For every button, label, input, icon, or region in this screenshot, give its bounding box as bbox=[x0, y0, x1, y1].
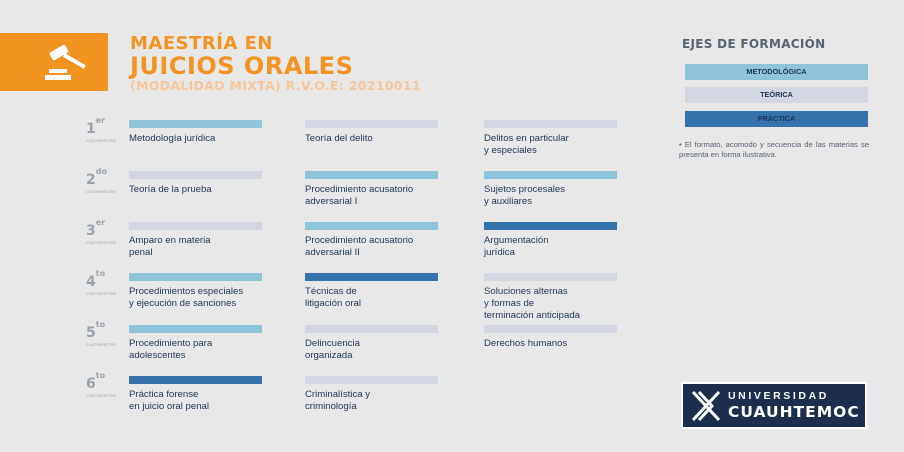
course-name: Teoría del delito bbox=[305, 133, 373, 144]
course-derechos-humanos bbox=[484, 325, 617, 350]
course-metodologia-juridica bbox=[129, 120, 262, 145]
course-bar bbox=[484, 171, 617, 179]
course-practica-forense bbox=[129, 376, 262, 413]
course-bar bbox=[305, 120, 438, 128]
course-bar bbox=[305, 222, 438, 230]
course-name: Delitos en particular y especiales bbox=[484, 133, 569, 156]
course-sujetos-procesales bbox=[484, 171, 617, 208]
semester-label-6: $6^{to}$ CUATRIMESTRE bbox=[86, 371, 117, 398]
course-name: Procedimiento acusatorio adversarial I bbox=[305, 184, 414, 207]
course-bar bbox=[484, 222, 617, 230]
course-name: Argumentación jurídica bbox=[484, 235, 549, 258]
course-name: Criminalística y criminología bbox=[305, 389, 371, 412]
course-name: Delincuencia organizada bbox=[305, 338, 360, 361]
course-name: Práctica forense en juicio oral penal bbox=[129, 389, 210, 412]
university-name-line1: UNIVERSIDAD bbox=[728, 390, 829, 402]
course-delincuencia-organizada bbox=[305, 325, 438, 362]
course-bar bbox=[484, 325, 617, 333]
course-bar bbox=[305, 171, 438, 179]
course-bar bbox=[129, 222, 262, 230]
page-subtitle: (MODALIDAD MIXTA) R.V.O.E: 20210011 bbox=[130, 78, 421, 93]
course-bar bbox=[129, 376, 262, 384]
gavel-icon bbox=[40, 39, 94, 85]
course-bar bbox=[129, 273, 262, 281]
course-procedimiento-acusatorio-2 bbox=[305, 222, 438, 259]
course-bar bbox=[484, 120, 617, 128]
course-bar bbox=[129, 120, 262, 128]
university-logo bbox=[681, 382, 867, 429]
course-amparo-en-materia-penal bbox=[129, 222, 262, 259]
legend-metodologica: METODOLÓGICA bbox=[685, 64, 868, 80]
course-bar bbox=[305, 376, 438, 384]
course-teoria-de-la-prueba bbox=[129, 171, 262, 196]
university-emblem-icon bbox=[690, 389, 722, 423]
course-bar bbox=[129, 325, 262, 333]
university-name-line2: CUAUHTEMOC bbox=[728, 403, 860, 421]
course-tecnicas-de-litigacion bbox=[305, 273, 438, 310]
course-procedimiento-acusatorio-1 bbox=[305, 171, 438, 208]
course-procedimiento-adolescentes bbox=[129, 325, 262, 362]
course-criminalistica bbox=[305, 376, 438, 413]
course-soluciones-alternas bbox=[484, 273, 617, 322]
course-name: Sujetos procesales y auxiliares bbox=[484, 184, 566, 207]
semester-label-4: $4^{to}$ CUATRIMESTRE bbox=[86, 269, 117, 296]
course-name: Derechos humanos bbox=[484, 338, 568, 349]
course-name: Procedimiento para adolescentes bbox=[129, 338, 213, 361]
legend-practica: PRÁCTICA bbox=[685, 111, 868, 127]
legend-note: • El formato, acomodo y secuencia de las materias se presenta en forma ilustrativa. bbox=[679, 140, 869, 159]
course-teoria-del-delito bbox=[305, 120, 438, 145]
course-name: Procedimientos especiales y ejecución de sanciones bbox=[129, 286, 244, 309]
legend-teorica: TEÓRICA bbox=[685, 87, 868, 103]
legend-title: EJES DE FORMACIÓN bbox=[682, 37, 826, 51]
course-bar bbox=[129, 171, 262, 179]
semester-label-5: $5^{to}$ CUATRIMESTRE bbox=[86, 320, 117, 347]
semester-label-2: $2^{do}$ CUATRIMESTRE bbox=[86, 167, 117, 194]
course-name: Técnicas de litigación oral bbox=[305, 286, 361, 309]
semester-label-3: 3er CUATRIMESTRE bbox=[86, 218, 117, 245]
page-title-line1: MAESTRÍA EN bbox=[130, 33, 273, 54]
course-delitos-en-particular bbox=[484, 120, 617, 157]
course-bar bbox=[305, 325, 438, 333]
page-title-line2: JUICIOS ORALES bbox=[130, 52, 354, 80]
course-procedimientos-especiales bbox=[129, 273, 262, 310]
course-name: Procedimiento acusatorio adversarial II bbox=[305, 235, 414, 258]
course-name: Soluciones alternas y formas de terminación anticipada bbox=[484, 286, 580, 321]
semester-label-1: 1er CUATRIMESTRE bbox=[86, 116, 117, 143]
gavel-logo-tab bbox=[0, 33, 108, 91]
course-name: Teoría de la prueba bbox=[129, 184, 212, 195]
course-argumentacion-juridica bbox=[484, 222, 617, 259]
course-bar bbox=[484, 273, 617, 281]
course-bar bbox=[305, 273, 438, 281]
course-name: Amparo en materia penal bbox=[129, 235, 211, 258]
course-name: Metodología jurídica bbox=[129, 133, 216, 144]
